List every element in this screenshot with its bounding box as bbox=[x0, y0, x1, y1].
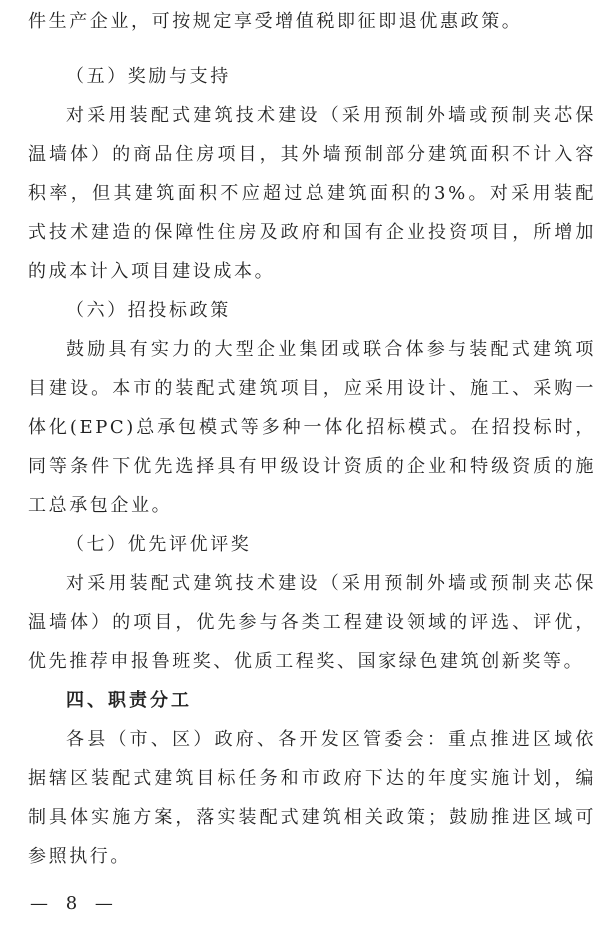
paragraph-responsibilities: 各县（市、区）政府、各开发区管委会：重点推进区域依据辖区装配式建筑目标任务和市政府下达的年度实施计划，编制具体实施方案，落实装配式建筑相关政策；鼓励推进区域可参照执行。 bbox=[28, 729, 596, 867]
paragraph-bidding-policy: 鼓励具有实力的大型企业集团或联合体参与装配式建筑项目建设。本市的装配式建筑项目，应采用设计、施工、采购一体化(EPC)总承包模式等多种一体化招标模式。在招投标时，同等条件下优先选择具有甲级设计资质的企业和特级资质的施工总承包企业。 bbox=[28, 339, 596, 516]
paragraph-priority-awards: 对采用装配式建筑技术建设（采用预制外墙或预制夹芯保温墙体）的项目，优先参与各类工程建设领域的评选、评优，优先推荐申报鲁班奖、优质工程奖、国家绿色建筑创新奖等。 bbox=[28, 573, 596, 672]
heading-rewards-support: （五）奖励与支持 bbox=[66, 66, 231, 87]
page-number: — 8 — bbox=[30, 893, 119, 914]
section-heading-responsibilities: 四、职责分工 bbox=[66, 690, 192, 711]
heading-bidding-policy: （六）招投标政策 bbox=[66, 300, 231, 321]
paragraph-continuation: 件生产企业，可按规定享受增值税即征即退优惠政策。 bbox=[28, 11, 523, 32]
paragraph-rewards-support: 对采用装配式建筑技术建设（采用预制外墙或预制夹芯保温墙体）的商品住房项目，其外墙预制部分建筑面积不计入容积率，但其建筑面积不应超过总建筑面积的3%。对采用装配式技术建造的保障性住房及政府和国有企业投资项目，所增加的成本计入项目建设成本。 bbox=[28, 105, 596, 282]
heading-priority-awards: （七）优先评优评奖 bbox=[66, 534, 252, 555]
